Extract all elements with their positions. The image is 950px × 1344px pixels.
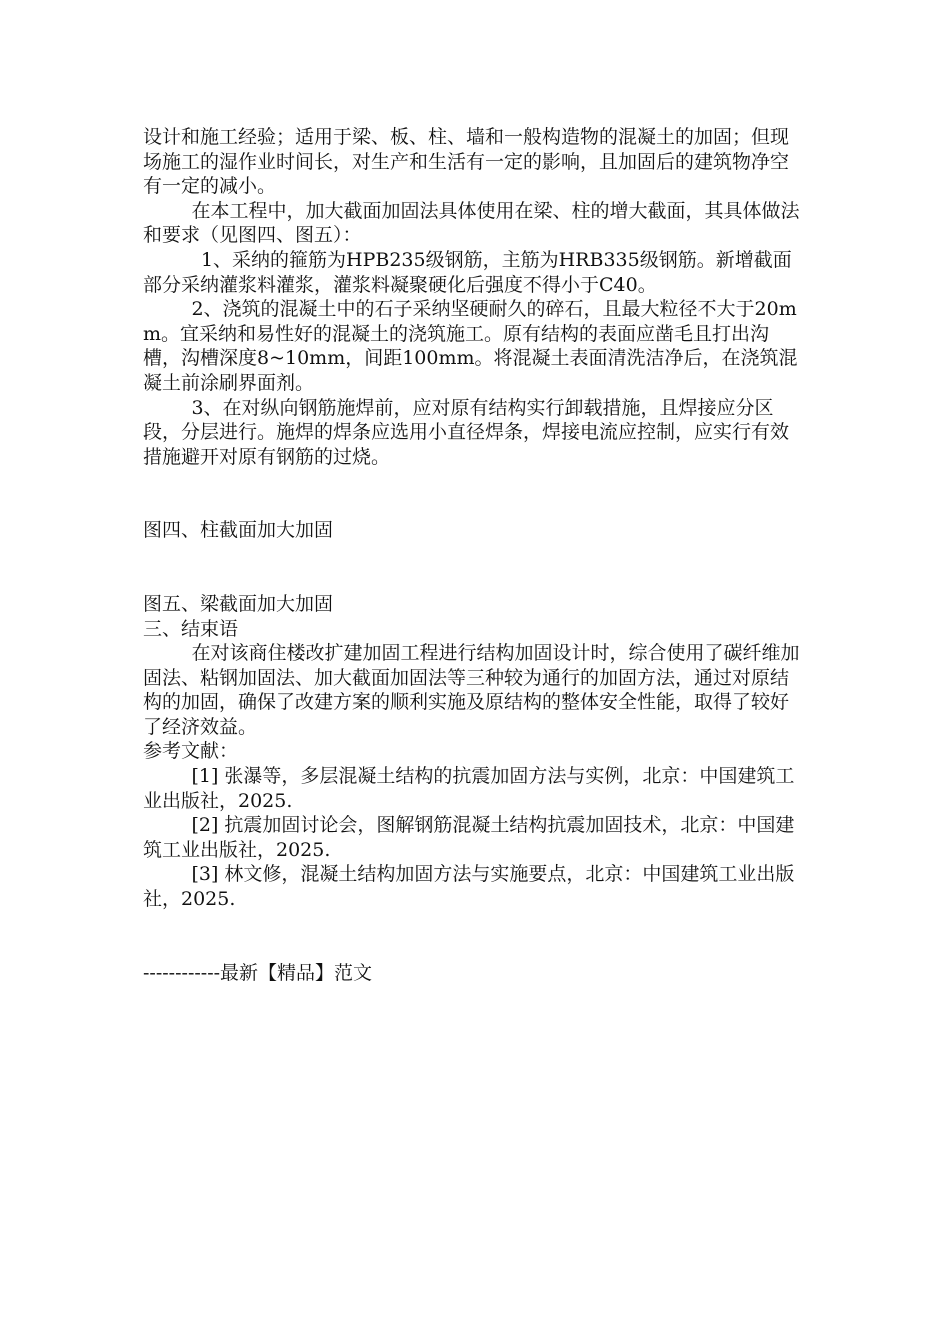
paragraph-enlarged-section-method: 在本工程中，加大截面加固法具体使用在梁、柱的增大截面，其具体做法和要求（见图四、图五）：	[143, 199, 800, 247]
paragraph-item-3: 3、在对纵向钢筋施焊前，应对原有结构实行卸载措施，且焊接应分区段，分层进行。施焊的焊条应选用小直径焊条，焊接电流应控制，应实行有效措施避开对原有钢筋的过烧。	[143, 396, 790, 468]
references-heading: 参考文献：	[143, 740, 239, 763]
footer-tagline: ------------最新【精品】范文	[143, 961, 373, 984]
paragraph-item-2: 2、浇筑的混凝土中的石子采纳坚硬耐久的碎石，且最大粒径不大于20mm。宜采纳和易性好的混凝土的浇筑施工。原有结构的表面应凿毛且打出沟槽，沟槽深度8~10mm，间距100mm。将混凝土表面清洗洁净后，在浇筑混凝土前涂刷界面剂。	[143, 298, 798, 394]
figure-spacer	[143, 469, 807, 518]
document-body	[143, 125, 807, 985]
paragraph-intro-continued: 设计和施工经验；适用于梁、板、柱、墙和一般构造物的混凝土的加固；但现场施工的湿作业时间长，对生产和生活有一定的影响，且加固后的建筑物净空有一定的减小。	[143, 126, 790, 198]
footer-spacer	[143, 912, 807, 961]
reference-item-1: [1] 张瀑等，多层混凝土结构的抗震加固方法与实例，北京：中国建筑工业出版社，2025.	[143, 765, 795, 812]
reference-item-2: [2] 抗震加固讨论会，图解钢筋混凝土结构抗震加固技术，北京：中国建筑工业出版社，2025.	[143, 814, 795, 861]
reference-item-3: [3] 林文修，混凝土结构加固方法与实施要点，北京：中国建筑工业出版社，2025.	[143, 863, 795, 911]
paragraph-conclusion: 在对该商住楼改扩建加固工程进行结构加固设计时，综合使用了碳纤维加固法、粘钢加固法、加大截面加固法等三种较为通行的加固方法，通过对原结构的加固，确保了改建方案的顺利实施及原结构的整体安全性能，取得了较好了经济效益。	[143, 642, 800, 738]
figure-spacer	[143, 543, 807, 592]
paragraph-item-1: 1、采纳的箍筋为HPB235级钢筋，主筋为HRB335级钢筋。新增截面部分采纳灌浆料灌浆，灌浆料凝聚硬化后强度不得小于C40。	[143, 248, 792, 296]
figure-4-caption: 图四、柱截面加大加固	[143, 519, 334, 542]
figure-5-caption: 图五、梁截面加大加固	[143, 592, 334, 615]
section-heading-conclusion: 三、结束语	[143, 617, 239, 640]
